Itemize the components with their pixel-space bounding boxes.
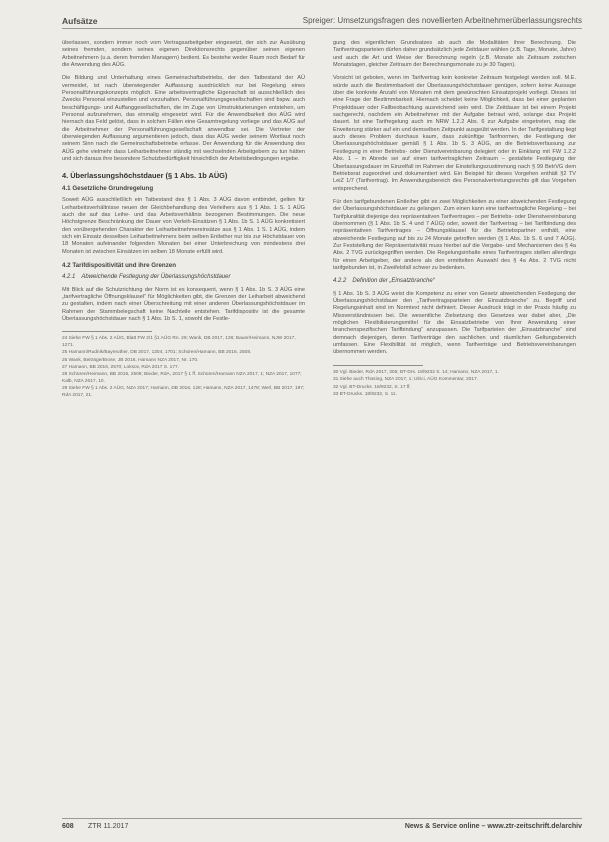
footnote: 27 Hamann, BB 2016, 2570; Loksov, RdA 2017 S. 177. — [62, 364, 179, 370]
footnote: 31 Siehe auch Thüsing, NZA 2017, 1; Ulrici, AÜG Kommentar, 2017. — [333, 377, 478, 383]
journal-issue: ZTR 11.2017 — [88, 823, 129, 830]
footnote: 24 Siehe FW § 1 Abs. 2 AÜG, Blatt FW 2/1 §1 AÜG Rn. 29; Wank, DB 2017, 136; Bauer/Heimann, NJW 2017, 1271. — [62, 336, 296, 348]
subsubsection-title: Abweichende Festlegung der Überlassungshöchstdauer — [81, 274, 231, 281]
body-paragraph: Mit Blick auf die Schutzrichtung der Norm ist es konsequent, wenn § 1 Abs. 1b S. 3 AÜG eine „tarifvertragliche Öffnungsklausel“ für Möglichkeiten gibt, die Grenzen der Leiharbeit abweichend zu gestalten, indem nach einer Überschreitung mit einer anderen Überlassungshöchstdauer im Rahmen der Stammbelegschaft keine Nachteile entstehen. Tarifdispositiv ist die gesamte Überlassungshöchstdauer nach § 1 Abs. 1b S. 1, sowohl die Festle- — [62, 286, 305, 322]
subsection-heading: 4.2 Tarifdispositivität und ihre Grenzen — [62, 261, 177, 269]
footnotes — [62, 336, 305, 399]
footer-rule — [62, 818, 582, 819]
subsubsection-number: 4.2.2 — [333, 278, 347, 285]
body-paragraph: Vorsicht ist geboten, wenn im Tarifvertrag kein konkreter Zeitraum festgelegt werden soll. M.E. würde auch die Bestimmbarkeit der Überlassungshöchstdauer genügen, sofern keine Aussage über die konkrete Anzahl von Monaten mit dem gewünschten Einsatzprojekt vorliegt. Dieses ist eine Frage der Bestimmbarkeit. Hiernach scheidet keine Möglichkeit, dass bei einer geplanten Projektdauer oder Fallbeobachtung ausreichend sein wird. Die Zeitdauer ist bei einem Projekt sachgerecht, nachdem ein Arbeitnehmer mit der Aufgabe betraut wird, solange das Projekt dauert. Ist eine Tarifregelung auch im NRW 1.2.2 Abs. 6 zur Aufgabe eingetreten, mag die Erweiterung stärker auf ein und demselben Zeitpunkt ausgeübt werden. In der Tarifgestaltung liegt auch dieses Problem durchaus kaum, dass zukünftige Tarifnormen, die Festlegung der Überlassungshöchstdauer gemäß § 1 Abs. 1b S. 3 AÜG, an die Betriebsverfassung zur Festlegung in einer Betriebs- oder Dienstvereinbarung delegiert oder in Einklang mit FW 1.2.2 Abs. 1 – in Abrede sei auf einen tarifvertraglichen Zeitraum – gestaltete Festlegung der Überlassungsdauer im Einzelfall im Rahmen der Einstellungszustimmung nach § 99 BetrVG dem Betriebsrat zugeordnet und dokumentiert wird. Ein Beispiel für dieses Vorgehen enthält §2 TV LeiZ 1/7 (Tarifvertrag). Im Anwendungsbereich des Personalvertretungsrechts gilt das Vorgehen entsprechend. — [333, 75, 576, 192]
footnote: 32 Vgl. BT-Drucks. 18/9232, S. 17 ff. — [333, 384, 411, 390]
footnote: 28 Schüren/Heimann, BB 2016, 2508; Bieder, RdA, 2017 § 1 ff. Schüren/Hamann NZA 2017, 1; NZA 2017, 1077; Kalb, NZA 2017, 10. — [62, 372, 302, 384]
body-paragraph: gung des eigentlichen Grundsatzes ab auch die Modalitäten ihrer Berechnung. Die Tarifvertragsparteien dürfen daher grundsätzlich jede Zeitdauer wählen (z.B. Tage, Monate, Jahre) und auch die Art und Weise der Berechnung regeln (z.B. Monate als Zeitraum zwischen Monatstagen, gleicher Zeitraum der Berechnungsmonate zu je 30 Tagen). — [333, 40, 576, 69]
footnote: 33 BT-Drucks. 18/9232, S. 11. — [333, 391, 397, 397]
subsubsection-heading — [333, 278, 576, 285]
footnote: 30 Vgl. Bieder, RdA 2017, 305; BT-Drs. 18/9232 S. 14; Hamann, NZA 2017, 1. — [333, 369, 499, 375]
running-title: Spreiger: Umsetzungsfragen des novellierten Arbeitnehmerüberlassungsrechts — [302, 16, 582, 25]
footnote: 29 Siehe FW § 1 Abs. 2 AÜG, NZA 2017; Hamann, DB 2016, 128; Hamann, NZA 2017, 1478; Werl, BB 2017, 197; RdA 2017, 21. — [62, 386, 305, 398]
body-paragraph: überlassen, sondern immer noch vom Vertragsarbeitgeber eingesetzt, der sich zur Ausübung seines fremden, sondern seines eigenen Direktionsrechts gegenüber seinen eigenen Arbeitnehmern (u.a. deren fremden Managern) bedient. Es bestehe weder Raum noch Bedarf für die Anwendung des AÜG. — [62, 40, 305, 69]
footnotes — [333, 370, 576, 399]
section-label: Aufsätze — [62, 16, 98, 26]
footnote: 26 Wank, Beiträge/Brose, JB 2016, Hamann NZA 2017, Nr. 170. — [62, 357, 199, 363]
body-paragraph: § 1 Abs. 1b S. 3 AÜG weist die Kompetenz zu einer von Gesetz abweichenden Festlegung der Überlassungshöchstdauer den „Tarifvertragsparteien der Einsatzbranche“ zu. Begriff und Regelungsinhalt sind im Normtext nicht definiert. Dieser Ausdruck trägt in der Praxis häufig zu Missverständnissen bei. Die wesentliche Zielsetzung des Gesetzes war dabei aber, „Die möglichen Flexibilisierungsmittel für die Einsatzbetriebe von Ihrer Anwendung einer branchenspezifischen Tarifbindung“ anzupassen. Die Tarifparteien der „Einsatzbranche“ sind demnach diejenigen, deren Tarifverträge den sachlichen und räumlichen Geltungsbereich umfassen. Eine Flexibilität ist möglich, wenn Tarifverträge und Betriebsvereinbarungen übernommen werden. — [333, 290, 576, 356]
left-column — [62, 40, 305, 400]
subsubsection-title: Definition der „Einsatzbranche“ — [352, 278, 435, 285]
footer-tagline: News & Service online – www.ztr-zeitschrift.de/archiv — [404, 823, 582, 830]
footnote-rule — [333, 365, 423, 366]
body-paragraph: Für den tarifgebundenen Entleiher gibt es zwei Möglichkeiten zu einer abweichenden Festlegung der Überlassungshöchstdauer zu gelangen. Zum einen kann eine tarifvertragliche Regelung – bei Tarifpluralität diejenige des repräsentativen Tarifvertrages – per Betriebs- oder Dienstvereinbarung übernommen (§ 1 Abs. 1b S. 4 und 7 AÜG) oder, soweit der Tarifvertrag – bei Tarifbindung des repräsentativen Tarifvertrages – Öffnungsklausel für die Betriebspartner enthält, eine abweichende Festlegung auf bis zu 24 Monate getroffen werden (§ 1 Abs. 1b S. 6 und 7 AÜG). Zur Feststellung der Repräsentativität muss hierbei auf die Vergabe- und Mechanismen des § 4a Abs. 2 TVG zurückgegriffen werden. Die Regelungsinhalte eines Tarifvertrages stellen allerdings für einen Arbeitgeber, der andere als den ermittelten Auswahl des § 4a Abs. 2 TVG nicht tarifgebunden ist, in Zweifelsfall schwer zu bedenken. — [333, 198, 576, 271]
footnote-rule — [62, 331, 152, 332]
subsection-heading: 4.1 Gesetzliche Grundregelung — [62, 184, 154, 192]
footnote: 25 Hamann/Rudnik/Bayreuther, DB 2017, 1304, 1701; Schüren/Hamann, BB 2016, 2508. — [62, 350, 252, 356]
header-rule — [62, 28, 582, 29]
body-paragraph: Soweit AÜG ausschließlich ein Tatbestand des § 1 Abs. 3 AÜG davon entbindet, gelten für Leiharbeitsverhältnisse neuen der Gleichbehandlung des Verleihers aus § 1 Abs. 1 S. 1 AÜG auch die auf das Leihe- und das Arbeitsverhältnis bezogenen Bestimmungen. Die neue Höchstgrenze Beschränkung der Dauer von Verleih-Einsätzen § 1 Abs. 1b S. 1 AÜG konkretisiert den vorübergehenden Charakter der Leiharbeitnehmereinsätze aus § 1 Abs. 1 S. 1 AÜG, indem sich ein Einsatz desselben Leiharbeitnehmers beim selben Entleiher nur bis zur Höchstdauer von 18 Monaten aufeinander folgenden Monaten bei einer Unterbrechung von mindestens drei Monaten ist zwischen Einsätzen im selben 18 Monate erfüllt wird. — [62, 197, 305, 255]
subsubsection-number: 4.2.1 — [62, 274, 76, 281]
body-paragraph: Die Bildung und Unterhaltung eines Gemeinschaftsbetriebs, der den Tatbestand der AÜ vermeidet, ist nach überwiegender Auffassung ausdrücklich nur bei Regelung eines Personalführungskonzepts möglich. Eine arbeitsvertragliche Eigenschaft ist ausschließlich des Zwecks Personal einzustellen und vorzuhalten. Personalführungsgesellschaften sind bspw. auch beschäftigungs- und Auffanggesellschaften, die im Zuge von Umstrukturierungen entstehen, um Personal aufzunehmen, das einmalig eingesetzt wird. Für die Anwendbarkeit des AÜG wird hiernach das Feld gelöst, dass in solchen Fällen eine Gesamtregelung vorliege und das AÜG auf die Arbeitnehmer der Personalführungsgesellschaft anwendbar sei. Die Vertreter der überwiegenden Auffassung argumentieren jedoch, dass das AÜG weder seinem Wortlaut noch seinem Sinn nach die Gemeinschaftsbetriebe erfasse. Der Anwendung für die Anwendung des AÜG gehe vielmehr dass Leiharbeitnehmer ständig mit wechselnden Arbeitgebern zu tun hätten und sich daraus ihre besondere Schutzbedürftigkeit hinsichtlich der Arbeitsbedingungen ergebe. — [62, 75, 305, 163]
subsubsection-heading — [62, 274, 305, 281]
right-column — [333, 40, 576, 399]
section-heading: 4. Überlassungshöchstdauer (§ 1 Abs. 1b AÜG) — [62, 170, 228, 180]
page-number: 608 — [62, 823, 74, 830]
